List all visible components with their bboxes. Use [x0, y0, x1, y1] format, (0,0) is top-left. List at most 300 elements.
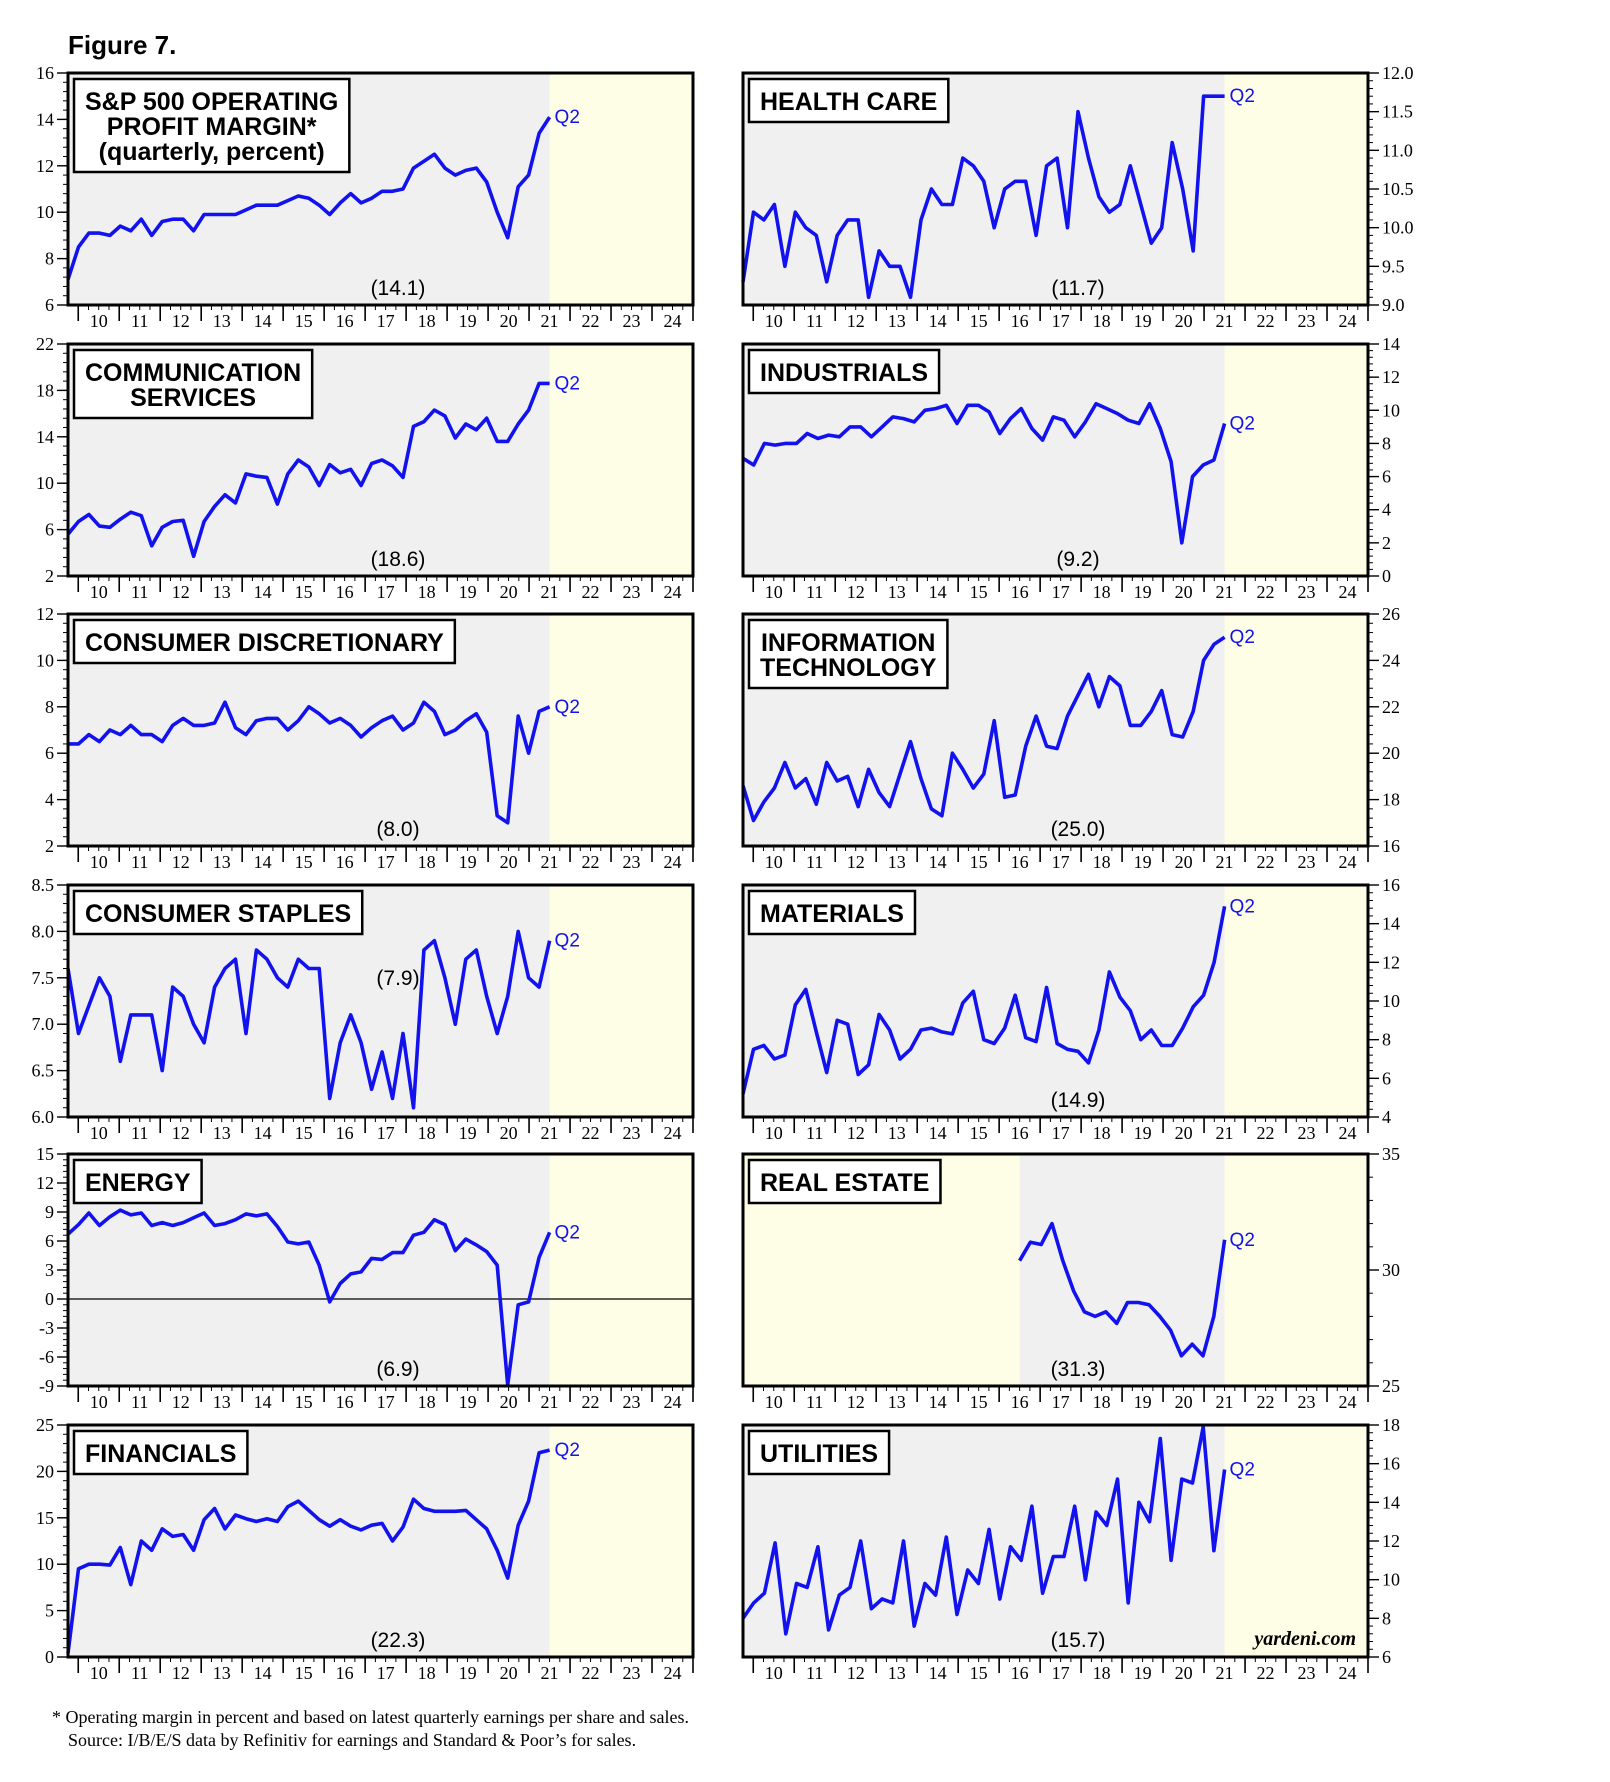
- year-label: 13: [212, 1123, 231, 1143]
- year-label: 10: [89, 852, 108, 872]
- year-label: 20: [1174, 1663, 1193, 1683]
- y-tick-label: 24: [1382, 650, 1400, 671]
- y-tick-label: 15: [36, 1507, 54, 1528]
- panel-title: HEALTH CARE: [760, 88, 938, 116]
- year-label: 20: [1174, 1392, 1193, 1412]
- year-label: 23: [1297, 311, 1316, 331]
- year-label: 18: [417, 1392, 436, 1412]
- year-label: 22: [1256, 1663, 1275, 1683]
- panel-1: [743, 63, 1414, 331]
- year-label: 18: [1092, 852, 1111, 872]
- last-point-label: Q2: [554, 1222, 580, 1244]
- y-tick-label: 22: [36, 334, 54, 354]
- last-point-label: Q2: [554, 696, 580, 718]
- latest-value-label: (8.0): [376, 818, 420, 841]
- y-tick-label: 6: [1382, 1068, 1391, 1089]
- y-tick-label: 6: [45, 743, 54, 764]
- y-tick-label: 8: [1382, 433, 1391, 454]
- year-label: 12: [846, 1392, 865, 1412]
- year-label: 23: [622, 582, 641, 602]
- year-label: 24: [1338, 852, 1357, 872]
- year-label: 17: [1051, 1123, 1070, 1143]
- panel-title: PROFIT MARGIN*: [106, 113, 317, 141]
- panel-title: SERVICES: [130, 384, 257, 412]
- year-label: 16: [1010, 1663, 1029, 1683]
- year-label: 11: [806, 1663, 824, 1683]
- y-tick-label: 6.0: [31, 1107, 54, 1127]
- year-label: 14: [928, 1663, 947, 1683]
- y-tick-label: 6: [45, 1231, 54, 1251]
- year-label: 22: [1256, 852, 1275, 872]
- year-label: 13: [212, 852, 231, 872]
- year-label: 13: [212, 311, 231, 331]
- year-label: 10: [764, 582, 783, 602]
- y-tick-label: -3: [39, 1318, 54, 1338]
- year-label: 13: [887, 852, 906, 872]
- year-label: 12: [171, 852, 190, 872]
- year-label: 16: [335, 852, 354, 872]
- year-label: 23: [622, 311, 641, 331]
- year-label: 21: [1215, 311, 1234, 331]
- year-label: 14: [253, 1123, 272, 1143]
- year-label: 21: [1215, 582, 1234, 602]
- panel-title: FINANCIALS: [85, 1440, 237, 1468]
- year-label: 20: [499, 1663, 518, 1683]
- year-label: 17: [376, 311, 395, 331]
- year-label: 16: [1010, 1123, 1029, 1143]
- year-label: 19: [1133, 1663, 1152, 1683]
- year-label: 12: [846, 311, 865, 331]
- year-label: 14: [928, 1123, 947, 1143]
- year-label: 14: [253, 1392, 272, 1412]
- year-label: 12: [171, 1392, 190, 1412]
- year-label: 20: [499, 311, 518, 331]
- y-tick-label: 9.5: [1382, 256, 1405, 277]
- year-label: 19: [1133, 1123, 1152, 1143]
- y-tick-label: 14: [36, 109, 54, 130]
- year-label: 14: [928, 311, 947, 331]
- year-label: 18: [417, 852, 436, 872]
- year-label: 11: [806, 1392, 824, 1412]
- y-tick-label: 6: [1382, 466, 1391, 487]
- latest-value-label: (14.1): [370, 277, 426, 300]
- last-point-label: Q2: [1229, 86, 1255, 108]
- year-label: 24: [1338, 1392, 1357, 1412]
- figure-title: Figure 7.: [68, 30, 177, 60]
- y-tick-label: 35: [1382, 1144, 1400, 1164]
- year-label: 19: [458, 1123, 477, 1143]
- year-label: 19: [1133, 1392, 1152, 1412]
- year-label: 10: [764, 1663, 783, 1683]
- year-label: 18: [417, 1663, 436, 1683]
- latest-value-label: (11.7): [1051, 277, 1105, 300]
- year-label: 24: [663, 1663, 682, 1683]
- year-label: 15: [969, 1663, 988, 1683]
- y-tick-label: 10: [36, 202, 54, 223]
- panel-4: [36, 604, 693, 872]
- y-tick-label: 8.5: [31, 875, 54, 895]
- year-label: 11: [131, 1123, 149, 1143]
- year-label: 10: [764, 1123, 783, 1143]
- year-label: 24: [1338, 1663, 1357, 1683]
- year-label: 24: [663, 1392, 682, 1412]
- year-label: 22: [581, 1663, 600, 1683]
- year-label: 16: [1010, 1392, 1029, 1412]
- year-label: 24: [663, 311, 682, 331]
- year-label: 23: [1297, 1123, 1316, 1143]
- year-label: 13: [887, 1663, 906, 1683]
- last-point-label: Q2: [1229, 413, 1255, 435]
- y-tick-label: 12: [1382, 952, 1400, 973]
- panel-title: S&P 500 OPERATING: [85, 88, 339, 116]
- y-tick-label: 18: [1382, 789, 1400, 810]
- y-tick-label: 6: [1382, 1647, 1391, 1667]
- y-tick-label: 14: [1382, 913, 1400, 934]
- y-tick-label: 6.5: [31, 1060, 54, 1081]
- y-tick-label: 25: [36, 1415, 54, 1435]
- year-label: 24: [663, 1123, 682, 1143]
- y-tick-label: 14: [1382, 334, 1400, 354]
- panel-title: TECHNOLOGY: [760, 654, 937, 682]
- panel-title: INDUSTRIALS: [760, 359, 929, 387]
- year-label: 14: [928, 582, 947, 602]
- panel-title: (quarterly, percent): [98, 138, 325, 166]
- y-tick-label: 12: [36, 604, 54, 624]
- year-label: 14: [253, 852, 272, 872]
- year-label: 12: [846, 852, 865, 872]
- year-label: 10: [764, 311, 783, 331]
- year-label: 21: [540, 1663, 559, 1683]
- y-tick-label: 25: [1382, 1376, 1400, 1396]
- panel-title: UTILITIES: [760, 1440, 879, 1468]
- year-label: 23: [1297, 1663, 1316, 1683]
- year-label: 14: [253, 1663, 272, 1683]
- year-label: 13: [212, 582, 231, 602]
- year-label: 12: [171, 1123, 190, 1143]
- year-label: 20: [1174, 582, 1193, 602]
- latest-value-label: (18.6): [370, 548, 426, 571]
- year-label: 16: [335, 582, 354, 602]
- last-point-label: Q2: [554, 107, 580, 129]
- panel-6: [32, 875, 694, 1143]
- year-label: 15: [294, 1123, 313, 1143]
- year-label: 14: [928, 1392, 947, 1412]
- year-label: 23: [622, 1123, 641, 1143]
- footnote-source: Source: I/B/E/S data by Refinitiv for earnings and Standard & Poor’s for sales.: [68, 1730, 637, 1750]
- year-label: 18: [417, 582, 436, 602]
- y-tick-label: 12.0: [1382, 63, 1414, 83]
- y-tick-label: -6: [39, 1347, 54, 1367]
- year-label: 10: [89, 311, 108, 331]
- y-tick-label: 26: [1382, 604, 1400, 624]
- y-tick-label: 16: [1382, 875, 1400, 895]
- year-label: 10: [89, 1123, 108, 1143]
- year-label: 17: [1051, 1663, 1070, 1683]
- year-label: 15: [969, 1392, 988, 1412]
- y-tick-label: 7.0: [31, 1014, 54, 1035]
- year-label: 11: [131, 311, 149, 331]
- year-label: 18: [1092, 311, 1111, 331]
- year-label: 22: [1256, 1123, 1275, 1143]
- year-label: 14: [253, 311, 272, 331]
- y-tick-label: 2: [45, 566, 54, 586]
- year-label: 19: [458, 852, 477, 872]
- year-label: 21: [540, 311, 559, 331]
- y-tick-label: 10: [36, 1554, 54, 1575]
- year-label: 19: [1133, 582, 1152, 602]
- panel-2: [36, 334, 693, 602]
- y-tick-label: 8.0: [31, 921, 54, 942]
- year-label: 15: [294, 1663, 313, 1683]
- y-tick-label: 6: [45, 295, 54, 315]
- year-label: 24: [1338, 1123, 1357, 1143]
- year-label: 19: [458, 1663, 477, 1683]
- y-tick-label: 11.0: [1382, 140, 1413, 161]
- year-label: 14: [253, 582, 272, 602]
- year-label: 12: [171, 1663, 190, 1683]
- year-label: 15: [969, 1123, 988, 1143]
- year-label: 11: [131, 852, 149, 872]
- year-label: 24: [1338, 582, 1357, 602]
- y-tick-label: 9.0: [1382, 295, 1405, 315]
- year-label: 11: [806, 311, 824, 331]
- year-label: 20: [499, 1392, 518, 1412]
- year-label: 21: [1215, 852, 1234, 872]
- panel-title: REAL ESTATE: [760, 1169, 930, 1197]
- y-tick-label: 10: [1382, 1569, 1400, 1590]
- year-label: 13: [887, 1123, 906, 1143]
- year-label: 11: [131, 582, 149, 602]
- y-tick-label: 11.5: [1382, 101, 1413, 122]
- y-tick-label: 20: [1382, 743, 1400, 764]
- year-label: 17: [376, 852, 395, 872]
- y-tick-label: 10: [36, 650, 54, 671]
- y-tick-label: 12: [36, 155, 54, 176]
- y-tick-label: 0: [45, 1289, 54, 1309]
- year-label: 17: [1051, 1392, 1070, 1412]
- y-tick-label: 2: [45, 836, 54, 856]
- last-point-label: Q2: [554, 930, 580, 952]
- panel-title: INFORMATION: [760, 629, 936, 657]
- footnote-note: * Operating margin in percent and based on latest quarterly earnings per share and sales.: [52, 1707, 689, 1727]
- y-tick-label: 16: [36, 63, 54, 83]
- watermark: yardeni.com: [1254, 1628, 1356, 1650]
- year-label: 21: [1215, 1392, 1234, 1412]
- latest-value-label: (6.9): [376, 1358, 420, 1381]
- year-label: 17: [376, 1392, 395, 1412]
- year-label: 16: [335, 311, 354, 331]
- y-tick-label: 7.5: [31, 967, 54, 988]
- y-tick-label: 10: [1382, 991, 1400, 1011]
- year-label: 23: [622, 1663, 641, 1683]
- year-label: 19: [1133, 311, 1152, 331]
- latest-value-label: (22.3): [370, 1629, 426, 1652]
- year-label: 18: [417, 311, 436, 331]
- y-tick-label: -9: [39, 1376, 54, 1396]
- year-label: 17: [1051, 852, 1070, 872]
- y-tick-label: 15: [36, 1144, 54, 1164]
- year-label: 23: [1297, 1392, 1316, 1412]
- latest-value-label: (25.0): [1050, 818, 1106, 841]
- latest-value-label: (31.3): [1050, 1358, 1106, 1381]
- y-tick-label: 16: [1382, 836, 1400, 856]
- year-label: 20: [1174, 1123, 1193, 1143]
- y-tick-label: 8: [45, 696, 54, 717]
- year-label: 22: [581, 1123, 600, 1143]
- year-label: 20: [499, 852, 518, 872]
- year-label: 14: [928, 852, 947, 872]
- year-label: 16: [335, 1663, 354, 1683]
- y-tick-label: 16: [1382, 1453, 1400, 1474]
- last-point-label: Q2: [1229, 1459, 1255, 1481]
- year-label: 21: [1215, 1123, 1234, 1143]
- year-label: 20: [499, 1123, 518, 1143]
- year-label: 12: [846, 582, 865, 602]
- y-tick-label: 14: [36, 426, 54, 447]
- y-tick-label: 14: [1382, 1492, 1400, 1513]
- year-label: 22: [581, 852, 600, 872]
- y-tick-label: 8: [1382, 1029, 1391, 1050]
- year-label: 19: [458, 311, 477, 331]
- panel-title: COMMUNICATION: [85, 359, 302, 387]
- year-label: 11: [806, 852, 824, 872]
- last-point-label: Q2: [554, 373, 580, 395]
- year-label: 18: [1092, 1663, 1111, 1683]
- year-label: 15: [294, 852, 313, 872]
- year-label: 15: [969, 582, 988, 602]
- latest-value-label: (15.7): [1050, 1629, 1106, 1652]
- panel-title: ENERGY: [85, 1169, 191, 1197]
- year-label: 18: [1092, 1392, 1111, 1412]
- y-tick-label: 10.5: [1382, 179, 1414, 199]
- y-tick-label: 12: [36, 1173, 54, 1193]
- year-label: 21: [540, 852, 559, 872]
- year-label: 12: [171, 582, 190, 602]
- year-label: 18: [1092, 582, 1111, 602]
- year-label: 22: [1256, 1392, 1275, 1412]
- y-tick-label: 4: [45, 789, 54, 810]
- year-label: 24: [1338, 311, 1357, 331]
- year-label: 22: [1256, 311, 1275, 331]
- last-point-label: Q2: [1229, 896, 1255, 918]
- latest-value-label: (7.9): [376, 967, 420, 990]
- year-label: 10: [764, 1392, 783, 1412]
- year-label: 17: [1051, 311, 1070, 331]
- y-tick-label: 22: [1382, 696, 1400, 717]
- year-label: 19: [1133, 852, 1152, 872]
- year-label: 20: [1174, 852, 1193, 872]
- panel-7: [743, 875, 1400, 1143]
- year-label: 17: [376, 1663, 395, 1683]
- year-label: 22: [581, 311, 600, 331]
- year-label: 18: [1092, 1123, 1111, 1143]
- y-tick-label: 0: [45, 1647, 54, 1667]
- year-label: 15: [969, 852, 988, 872]
- panel-5: [743, 604, 1400, 872]
- panel-title: CONSUMER STAPLES: [85, 900, 352, 928]
- latest-value-label: (9.2): [1056, 548, 1100, 571]
- year-label: 13: [212, 1392, 231, 1412]
- year-label: 22: [1256, 582, 1275, 602]
- year-label: 23: [1297, 852, 1316, 872]
- year-label: 19: [458, 582, 477, 602]
- panel-title: CONSUMER DISCRETIONARY: [85, 629, 444, 657]
- year-label: 15: [294, 582, 313, 602]
- year-label: 21: [1215, 1663, 1234, 1683]
- y-tick-label: 9: [45, 1202, 54, 1222]
- y-tick-label: 10: [36, 473, 54, 494]
- year-label: 13: [887, 582, 906, 602]
- year-label: 22: [581, 1392, 600, 1412]
- y-tick-label: 3: [45, 1260, 54, 1280]
- year-label: 24: [663, 582, 682, 602]
- panel-8: [36, 1144, 693, 1412]
- year-label: 10: [89, 582, 108, 602]
- y-tick-label: 8: [1382, 1608, 1391, 1629]
- year-label: 23: [1297, 582, 1316, 602]
- y-tick-label: 12: [1382, 1531, 1400, 1551]
- y-tick-label: 30: [1382, 1260, 1400, 1280]
- year-label: 13: [887, 1392, 906, 1412]
- y-tick-label: 2: [1382, 532, 1391, 553]
- year-label: 17: [376, 582, 395, 602]
- year-label: 16: [335, 1123, 354, 1143]
- y-tick-label: 18: [36, 380, 54, 401]
- y-tick-label: 20: [36, 1461, 54, 1482]
- year-label: 17: [376, 1123, 395, 1143]
- panel-10: [36, 1415, 693, 1683]
- year-label: 10: [89, 1392, 108, 1412]
- y-tick-label: 5: [45, 1600, 54, 1621]
- year-label: 20: [1174, 311, 1193, 331]
- y-tick-label: 0: [1382, 566, 1391, 586]
- year-label: 22: [581, 582, 600, 602]
- y-tick-label: 4: [1382, 499, 1391, 520]
- history-region: [1020, 1154, 1225, 1386]
- y-tick-label: 6: [45, 519, 54, 540]
- panel-0: [36, 63, 693, 331]
- panel-3: [743, 334, 1400, 602]
- year-label: 16: [335, 1392, 354, 1412]
- y-tick-label: 18: [1382, 1415, 1400, 1435]
- year-label: 11: [131, 1663, 149, 1683]
- year-label: 10: [764, 852, 783, 872]
- footnote: [52, 1706, 689, 1752]
- y-tick-label: 8: [45, 248, 54, 269]
- latest-value-label: (14.9): [1050, 1089, 1106, 1112]
- y-tick-label: 12: [1382, 367, 1400, 388]
- year-label: 11: [131, 1392, 149, 1412]
- year-label: 12: [846, 1663, 865, 1683]
- year-label: 15: [294, 311, 313, 331]
- year-label: 11: [806, 1123, 824, 1143]
- year-label: 11: [806, 582, 824, 602]
- year-label: 12: [846, 1123, 865, 1143]
- panel-9: [743, 1144, 1400, 1412]
- panel-title: MATERIALS: [760, 900, 904, 928]
- year-label: 21: [540, 582, 559, 602]
- year-label: 16: [1010, 852, 1029, 872]
- year-label: 16: [1010, 582, 1029, 602]
- year-label: 12: [171, 311, 190, 331]
- year-label: 18: [417, 1123, 436, 1143]
- year-label: 23: [622, 1392, 641, 1412]
- year-label: 13: [212, 1663, 231, 1683]
- year-label: 17: [1051, 582, 1070, 602]
- last-point-label: Q2: [1229, 627, 1255, 649]
- year-label: 20: [499, 582, 518, 602]
- year-label: 13: [887, 311, 906, 331]
